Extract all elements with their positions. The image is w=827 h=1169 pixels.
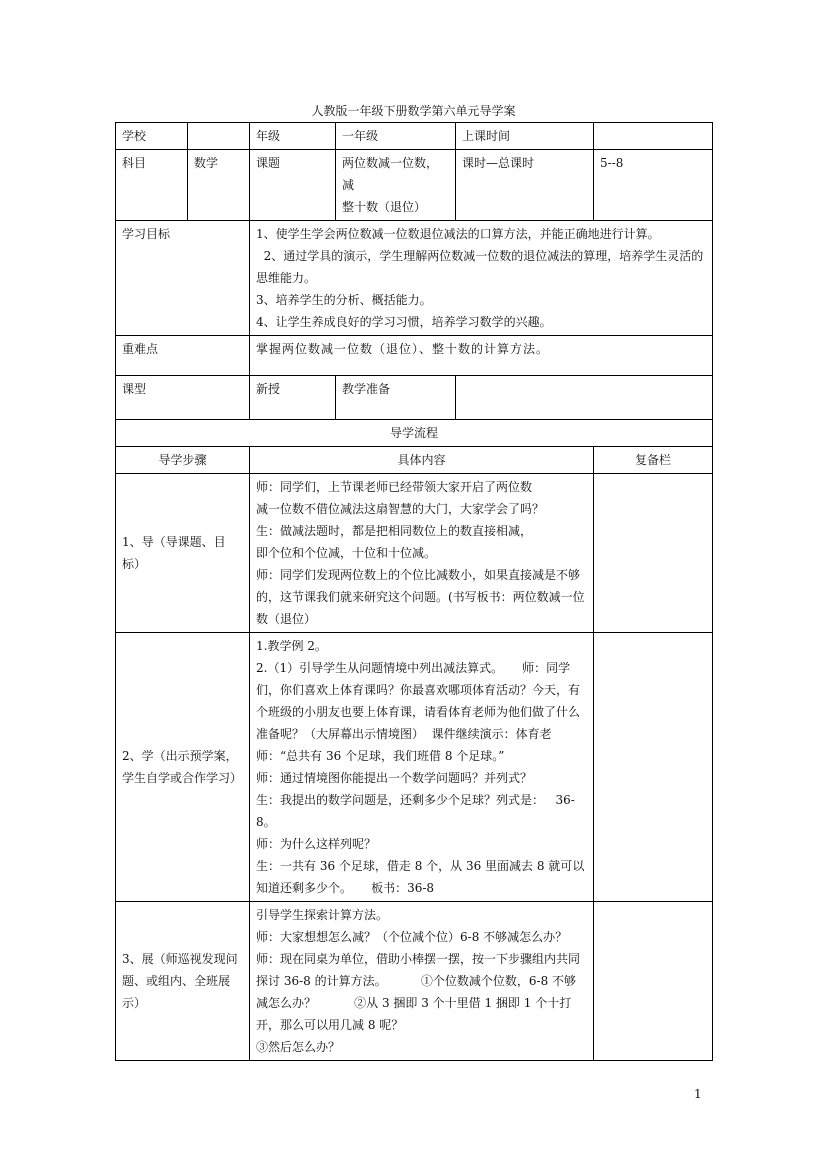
- lesson-type-value: 新授: [250, 376, 336, 420]
- flow-heading: 导学流程: [116, 420, 713, 447]
- flow-col-content: 具体内容: [250, 447, 594, 474]
- lesson-type-label: 课型: [116, 376, 250, 420]
- period-value: 5--8: [594, 150, 713, 221]
- topic-label: 课题: [250, 150, 336, 221]
- key-points-row: [116, 336, 713, 376]
- flow-step-label: 1、导（导课题、目标）: [116, 474, 250, 633]
- lesson-type-row: [116, 376, 713, 420]
- content-line: 引导学生探索计算方法。: [256, 908, 389, 922]
- objectives-label: 学习目标: [116, 221, 250, 336]
- objectives-content: [250, 221, 713, 336]
- content-line: 2.（1）引导学生从问题情境中列出减法算式。 师：同学们，你们喜欢上体育课吗？你最喜欢哪项体育活动？今天，有个班级的小朋友也要上体育课，请看体育老师为他们做了什么准备呢？（大屏幕出示情境图） 课件继续演示：体育老师：“总共有 36 个足球，我们班借 8 个足球。”: [256, 661, 581, 763]
- flow-row-guide: [116, 474, 713, 633]
- content-line: 师：同学们，上节课老师已经带领大家开启了两位数: [256, 480, 533, 494]
- date-label: 上课时间: [456, 123, 594, 150]
- content-line: 生：一共有 36 个足球，借走 8 个，从 36 里面减去 8 就可以知道还剩多少个。 板书：36-8: [256, 859, 585, 895]
- key-points-label: 重难点: [116, 336, 250, 376]
- content-line: 即个位和个位减，十位和十位减。: [256, 546, 437, 560]
- flow-step-content: [250, 474, 594, 633]
- flow-col-notes: 复备栏: [594, 447, 713, 474]
- flow-step-content: [250, 902, 594, 1061]
- subject-label: 科目: [116, 150, 188, 221]
- objectives-row: [116, 221, 713, 336]
- flow-row-learn: [116, 633, 713, 902]
- objective-item: 1、使学生学会两位数减一位数退位减法的口算方法，并能正确地进行计算。: [256, 227, 660, 241]
- header-row-subject: [116, 150, 713, 221]
- topic-value-line-2: 整十数（退位）: [342, 200, 427, 214]
- school-label: 学校: [116, 123, 188, 150]
- content-line: 师：通过情境图你能提出一个数学问题吗？并列式？: [256, 771, 533, 785]
- date-value: [594, 123, 713, 150]
- lesson-plan-table: [115, 122, 713, 1061]
- content-line: 师：大家想想怎么减？（个位减个位）6-8 不够减怎么办？: [256, 930, 568, 944]
- content-line: 生：做减法题时，都是把相同数位上的数直接相减，: [256, 524, 533, 538]
- flow-row-show: [116, 902, 713, 1061]
- content-line: 生：我提出的数学问题是，还剩多少个足球？列式是： 36-8。: [256, 793, 575, 829]
- flow-step-notes: [594, 633, 713, 902]
- objective-item: 2、通过学具的演示，学生理解两位数减一位数的退位减法的算理，培养学生灵活的思维能力。: [256, 249, 704, 285]
- flow-heading-row: [116, 420, 713, 447]
- content-line: ③然后怎么办？: [256, 1040, 341, 1054]
- prep-value: [456, 376, 713, 420]
- flow-step-notes: [594, 474, 713, 633]
- subject-value: 数学: [188, 150, 250, 221]
- prep-label: 教学准备: [336, 376, 456, 420]
- objective-item: 4、让学生养成良好的学习习惯，培养学习数学的兴趣。: [256, 315, 552, 329]
- header-row-school: [116, 123, 713, 150]
- flow-step-content: [250, 633, 594, 902]
- page-number: 1: [694, 1087, 702, 1101]
- content-line: 1.教学例 2。: [256, 639, 327, 653]
- objective-item: 3、培养学生的分析、概括能力。: [256, 293, 432, 307]
- content-line: 师：现在同桌为单位，借助小棒摆一摆，按一下步骤组内共同探讨 36-8 的计算方法。 ①个位数减个位数，6-8 不够减怎么办？ ②从 3 捆即 3 个十里借 1 捆即 1 个十打开，那么可以用几减 8 呢？: [256, 952, 581, 1032]
- school-value: [188, 123, 250, 150]
- period-label: 课时—总课时: [456, 150, 594, 221]
- flow-col-step: 导学步骤: [116, 447, 250, 474]
- key-points-text: 掌握两位数减一位数（退位）、整十数的计算方法。: [250, 336, 713, 376]
- flow-step-notes: [594, 902, 713, 1061]
- flow-step-label: 3、展（师巡视发现问题、或组内、全班展示）: [116, 902, 250, 1061]
- flow-step-label: 2、学（出示预学案，学生自学或合作学习）: [116, 633, 250, 902]
- topic-value-line-1: 两位数减一位数，减: [342, 156, 439, 192]
- topic-value: [336, 150, 456, 221]
- content-line: 师：为什么这样列呢？: [256, 837, 377, 851]
- document-title: 人教版一年级下册数学第六单元导学案: [311, 104, 516, 118]
- content-line: 减一位数不借位减法这扇智慧的大门，大家学会了吗？: [256, 502, 545, 516]
- content-line: 师：同学们发现两位数上的个位比减数小，如果直接减是不够的，这节课我们就来研究这个问题。(书写板书：两位数减一位数（退位）: [256, 568, 585, 626]
- flow-column-header-row: [116, 447, 713, 474]
- grade-label: 年级: [250, 123, 336, 150]
- grade-value: 一年级: [336, 123, 456, 150]
